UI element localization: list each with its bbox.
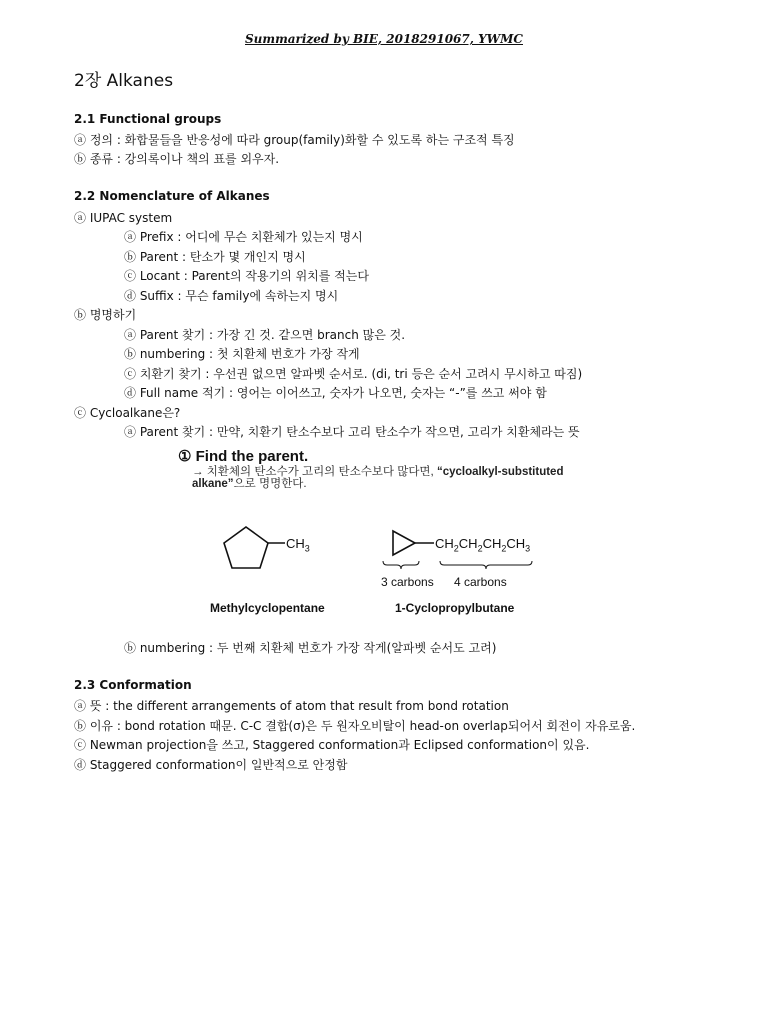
text-line: ⓑ 종류 : 강의록이나 책의 표를 외우자. (74, 152, 280, 166)
cyclopropane-ring-icon (393, 531, 415, 555)
text-line: ⓐ 정의 : 화합물들을 반응성에 따라 group(family)화할 수 있도록 하는 구조적 특징 (74, 133, 515, 147)
figure-subtitle-bold: alkane” (192, 478, 234, 490)
text-line: ⓐ Parent 찾기 : 만약, 치환기 탄소수보다 고리 탄소수가 작으면, 고리가 치환체라는 뜻 (124, 425, 580, 439)
text-line: ⓑ 이유 : bond rotation 때문. C-C 결합(σ)은 두 원자오비탈이 head-on overlap되어서 회전이 자유로움. (74, 719, 636, 733)
text-line: ⓐ 뜻 : the different arrangements of atom that result from bond rotation (74, 699, 509, 713)
text-line: ⓑ numbering : 두 번째 치환체 번호가 가장 작게(알파벳 순서도 고려) (124, 641, 497, 655)
text-line: ⓓ Full name 적기 : 영어는 이어쓰고, 숫자가 나오면, 숫자는 “-”를 쓰고 써야 함 (124, 386, 547, 400)
cyclopentane-ring-icon (224, 527, 268, 568)
carbons-chain-label: 4 carbons (454, 575, 507, 589)
section-title-2-2: 2.2 Nomenclature of Alkanes (74, 189, 270, 203)
text-line: ⓒ Cycloalkane은? (74, 406, 181, 420)
figure-subtitle-text: → 치환체의 탄소수가 고리의 탄소수보다 많다면, (192, 466, 437, 478)
figure-subtitle-text: 으로 명명한다. (233, 478, 307, 490)
chapter-title: 2장 Alkanes (74, 71, 174, 91)
brace-ring-icon (383, 561, 419, 569)
figure-title: ① Find the parent. (178, 448, 309, 465)
figure-cycloalkane-naming (178, 445, 590, 620)
carbons-ring-label: 3 carbons (381, 575, 434, 589)
text-line: ⓒ Newman projection을 쓰고, Staggered conformation과 Eclipsed conformation이 있음. (74, 738, 590, 752)
text-line: ⓒ Locant : Parent의 작용기의 위치를 적는다 (124, 269, 369, 283)
molecule-structures (178, 445, 590, 620)
text-line: ⓒ 치환기 찾기 : 우선권 없으면 알파벳 순서로. (di, tri 등은 순서 고려시 무시하고 따짐) (124, 367, 583, 381)
text-line: ⓓ Suffix : 무슨 family에 속하는지 명시 (124, 289, 339, 303)
text-line: ⓑ 명명하기 (74, 308, 137, 322)
page-header: Summarized by BIE, 2018291067, YWMC (245, 32, 523, 46)
text-line: ⓐ Prefix : 어디에 무슨 치환체가 있는지 명시 (124, 230, 363, 244)
section-title-2-3: 2.3 Conformation (74, 678, 192, 692)
text-line: ⓑ Parent : 탄소가 몇 개인지 명시 (124, 250, 306, 264)
brace-chain-icon (440, 561, 532, 569)
section-title-2-1: 2.1 Functional groups (74, 112, 222, 126)
text-line: ⓐ IUPAC system (74, 211, 173, 225)
text-line: ⓐ Parent 찾기 : 가장 긴 것. 같으면 branch 많은 것. (124, 328, 406, 342)
text-line: ⓑ numbering : 첫 치환체 번호가 가장 작게 (124, 347, 360, 361)
molecule-name-1: Methylcyclopentane (210, 601, 325, 615)
figure-subtitle-bold: “cycloalkyl-substituted (436, 466, 564, 478)
methyl-group: $CH_3$ (286, 536, 310, 554)
text-line: ⓓ Staggered conformation이 일반적으로 안정함 (74, 758, 348, 772)
molecule-name-2: 1-Cyclopropylbutane (395, 601, 515, 615)
butyl-chain: $CH_2CH_2CH_2CH_3$ (435, 536, 531, 554)
